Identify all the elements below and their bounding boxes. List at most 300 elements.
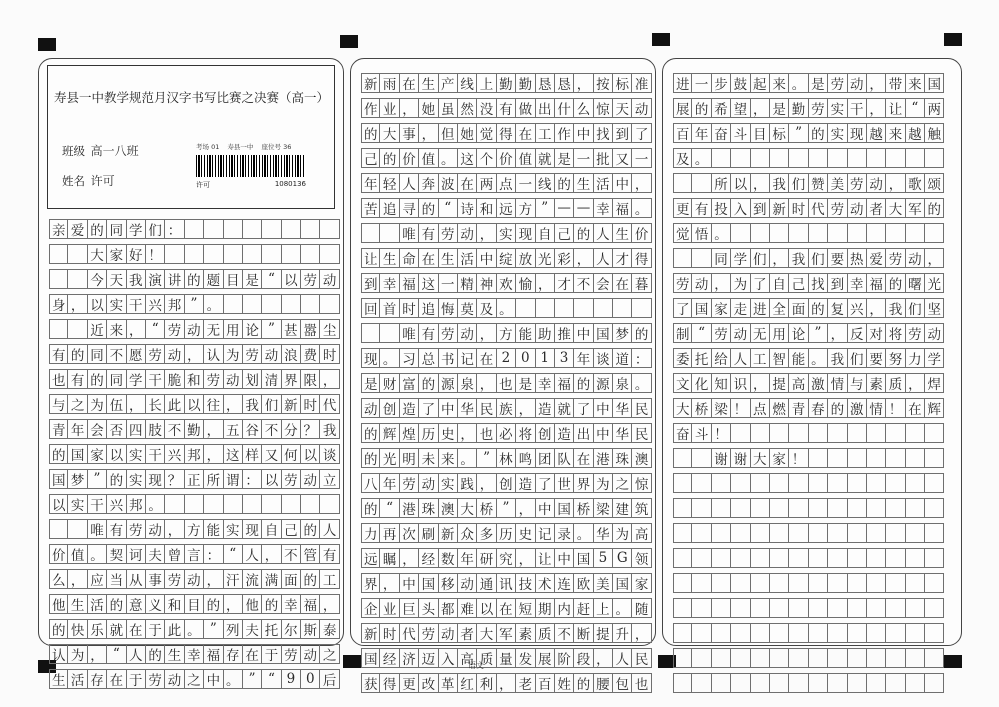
grid-cell [243,494,262,514]
grid-cell: 找 [809,273,828,293]
grid-cell: 此 [165,619,184,639]
grid-cell: 动 [185,569,204,589]
grid-cell: 同 [88,344,107,364]
grid-cell: ， [536,273,555,293]
grid-cell [770,573,789,593]
grid-cell: 自 [262,519,281,539]
registration-mark-bottom-right [944,655,962,668]
grid-cell: 国 [68,444,87,464]
grid-cell: 劳 [439,323,458,343]
grid-cell: ， [320,594,339,614]
grid-cell: 之 [320,644,339,664]
grid-cell: 源 [594,373,613,393]
grid-cell [613,298,632,318]
grid-cell [282,494,301,514]
grid-cell: 民 [632,398,651,418]
grid-cell: 军 [906,198,925,218]
grid-cell: 中 [574,123,593,143]
grid-cell: 干 [146,444,165,464]
grid-cell: 。 [692,148,711,168]
grid-cell [574,298,593,318]
grid-cell: 之 [613,473,632,493]
grid-cell [828,498,847,518]
grid-row [361,198,652,218]
grid-cell [673,573,692,593]
grid-cell: 什 [555,98,574,118]
grid-row [673,173,944,193]
grid-cell [906,598,925,618]
grid-cell: 爱 [68,219,87,239]
grid-cell [925,623,944,643]
grid-cell: 造 [555,423,574,443]
grid-cell: 通 [477,573,496,593]
grid-row [673,248,944,268]
grid-cell: 惊 [594,98,613,118]
grid-cell: 福 [301,594,320,614]
grid-cell: 唯 [400,323,419,343]
grid-cell: 生 [165,644,184,664]
grid-row [49,494,340,514]
grid-cell [282,294,301,314]
grid-cell: 更 [400,673,419,693]
grid-cell: 流 [243,569,262,589]
grid-cell [828,598,847,618]
grid-cell: ” [88,469,107,489]
grid-cell: 首 [380,298,399,318]
grid-cell: 远 [497,198,516,218]
grid-cell: 的 [88,219,107,239]
grid-cell: 汗 [224,569,243,589]
grid-cell: 实 [828,123,847,143]
grid-cell: 大 [886,198,905,218]
grid-cell: 是 [555,148,574,168]
grid-cell: 来 [107,319,126,339]
grid-cell: 革 [439,673,458,693]
grid-cell: 。 [146,494,165,514]
grid-cell: 来 [906,73,925,93]
grid-cell: 高 [632,523,651,543]
grid-cell: 力 [361,523,380,543]
grid-cell: 从 [127,569,146,589]
grid-cell: 及 [673,148,692,168]
grid-cell: 的 [380,148,399,168]
grid-cell: 生 [68,594,87,614]
grid-cell: 绽 [497,248,516,268]
grid-cell [731,648,750,668]
grid-cell: 梁 [712,398,731,418]
grid-cell: 来 [770,73,789,93]
grid-cell: ， [204,419,223,439]
grid-cell: 再 [380,523,399,543]
grid-cell [906,473,925,493]
grid-cell [731,148,750,168]
grid-cell: 步 [712,73,731,93]
grid-cell: 将 [516,423,535,443]
grid-cell: 样 [243,444,262,464]
grid-cell: 发 [516,648,535,668]
grid-cell: 八 [361,473,380,493]
grid-cell: 找 [594,123,613,143]
grid-cell: 时 [301,394,320,414]
grid-cell: 技 [516,573,535,593]
grid-cell: 珠 [613,448,632,468]
grid-cell: 大 [88,244,107,264]
grid-cell [320,244,339,264]
grid-cell: 线 [536,173,555,193]
grid-cell [848,623,867,643]
grid-cell: 国 [692,298,711,318]
grid-cell: 干 [127,294,146,314]
grid-cell: 史 [439,423,458,443]
grid-cell [886,423,905,443]
grid-cell: 动 [632,98,651,118]
grid-cell: 价 [49,544,68,564]
grid-cell: 阶 [555,648,574,668]
grid-cell: 质 [477,648,496,668]
grid-cell: 方 [185,519,204,539]
grid-cell [828,623,847,643]
grid-cell: 好 [127,244,146,264]
grid-cell: 们 [848,348,867,368]
grid-cell: 就 [555,398,574,418]
grid-cell: 在 [497,598,516,618]
grid-cell [380,323,399,343]
grid-cell: 以 [49,494,68,514]
grid-cell [301,244,320,264]
grid-cell: 与 [49,394,68,414]
grid-cell [731,548,750,568]
grid-cell: 。 [204,294,223,314]
grid-cell: 活 [88,594,107,614]
grid-cell [867,498,886,518]
grid-cell: ， [68,294,87,314]
grid-cell: 所 [712,173,731,193]
grid-cell [262,294,281,314]
grid-cell: 0 [516,348,535,368]
grid-cell [925,223,944,243]
grid-cell: 文 [673,373,692,393]
grid-cell: 能 [789,348,808,368]
grid-cell: 价 [497,148,516,168]
grid-cell [49,519,68,539]
grid-cell: 恳 [536,73,555,93]
grid-cell [692,598,711,618]
grid-cell: 团 [536,448,555,468]
grid-cell [906,423,925,443]
grid-cell: 界 [574,473,593,493]
grid-cell: 费 [301,344,320,364]
grid-cell: 恳 [555,73,574,93]
grid-row [361,248,652,268]
grid-cell: ， [185,344,204,364]
grid-cell [692,473,711,493]
grid-cell: ， [632,173,651,193]
grid-cell: 劳 [146,669,165,689]
grid-cell [49,244,68,264]
grid-cell: 越 [906,123,925,143]
grid-cell: 以 [477,598,496,618]
grid-cell: 反 [848,323,867,343]
grid-cell: 以 [262,469,281,489]
grid-cell: 0 [301,669,320,689]
grid-cell: 夫 [146,544,165,564]
grid-cell: 之 [68,394,87,414]
grid-cell [848,448,867,468]
grid-cell [867,623,886,643]
grid-cell: 的 [692,98,711,118]
grid-cell: 队 [555,448,574,468]
grid-cell: 用 [770,323,789,343]
grid-cell: 腰 [594,673,613,693]
grid-cell [809,598,828,618]
grid-cell: 劳 [301,269,320,289]
grid-cell: 们 [146,219,165,239]
grid-row [673,123,944,143]
grid-cell: 劳 [419,623,438,643]
grid-cell: 的 [68,344,87,364]
grid-cell: 寻 [400,198,419,218]
grid-cell: 中 [574,323,593,343]
grid-cell [906,498,925,518]
grid-cell: 的 [49,444,68,464]
grid-cell [906,673,925,693]
grid-cell: 动 [301,644,320,664]
grid-cell: 家 [107,244,126,264]
grid-cell: ， [712,273,731,293]
grid-cell: 入 [439,648,458,668]
grid-cell: ， [224,594,243,614]
grid-cell: 是 [361,373,380,393]
grid-cell [848,648,867,668]
grid-cell: 坚 [925,298,944,318]
barcode-student-id: 1080136 [274,180,306,188]
grid-cell [49,269,68,289]
grid-cell: 源 [439,373,458,393]
grid-cell: 劳 [673,273,692,293]
grid-cell [867,523,886,543]
grid-cell: 新 [770,198,789,218]
grid-cell: 。 [789,73,808,93]
grid-cell: ， [477,323,496,343]
grid-cell: 身 [49,294,68,314]
grid-cell: ？ [165,469,184,489]
grid-cell: 在 [906,398,925,418]
grid-cell [848,223,867,243]
grid-cell: 国 [555,498,574,518]
barcode-meta [196,142,306,151]
grid-cell: 谓 [224,469,243,489]
grid-cell: 么 [574,98,593,118]
grid-cell: 包 [613,673,632,693]
grid-cell: 华 [594,523,613,543]
grid-cell: 触 [925,123,944,143]
grid-cell: 移 [439,573,458,593]
grid-cell [712,673,731,693]
grid-cell: 断 [574,623,593,643]
grid-cell: ” [243,669,262,689]
grid-cell [886,573,905,593]
grid-cell [673,623,692,643]
grid-cell: 人 [594,248,613,268]
grid-cell [925,523,944,543]
grid-row [673,73,944,93]
grid-cell: 动 [458,223,477,243]
grid-cell: 一 [574,148,593,168]
grid-cell: 愉 [516,273,535,293]
grid-cell: 划 [243,369,262,389]
grid-cell: 中 [594,423,613,443]
grid-cell: 制 [673,323,692,343]
grid-cell: 都 [439,598,458,618]
grid-cell [867,223,886,243]
grid-cell: 助 [536,323,555,343]
grid-cell: 必 [497,423,516,443]
grid-cell: 们 [809,248,828,268]
grid-cell: 批 [594,148,613,168]
grid-cell: 实 [127,469,146,489]
grid-cell [906,223,925,243]
grid-cell: 明 [400,448,419,468]
grid-row [361,223,652,243]
grid-cell: 质 [536,623,555,643]
grid-cell: 近 [88,319,107,339]
grid-cell [867,473,886,493]
grid-cell [673,248,692,268]
grid-cell: 干 [146,369,165,389]
grid-cell: 追 [380,198,399,218]
grid-cell: 力 [906,348,925,368]
grid-cell: 领 [632,548,651,568]
grid-cell: 的 [262,594,281,614]
grid-cell: 复 [828,298,847,318]
grid-row [361,398,652,418]
grid-cell [731,423,750,443]
grid-cell: 家 [88,444,107,464]
grid-cell: 习 [400,348,419,368]
grid-cell: 虽 [439,98,458,118]
grid-row [361,598,652,618]
grid-cell: 托 [262,619,281,639]
grid-cell: 业 [380,598,399,618]
grid-cell: 动 [419,473,438,493]
grid-cell: 否 [107,419,126,439]
grid-cell: 鸣 [516,448,535,468]
grid-cell [809,623,828,643]
grid-row [361,148,652,168]
grid-cell: 生 [574,173,593,193]
grid-cell [68,244,87,264]
grid-cell: 姓 [555,673,574,693]
grid-cell: 不 [165,419,184,439]
grid-row [673,398,944,418]
grid-row [49,394,340,414]
grid-cell: 赶 [574,598,593,618]
grid-cell [712,473,731,493]
grid-cell: 惊 [632,473,651,493]
grid-cell: 劳 [204,369,223,389]
grid-cell: 造 [516,473,535,493]
grid-cell [731,473,750,493]
grid-cell [673,648,692,668]
grid-cell: 也 [497,373,516,393]
grid-cell [361,223,380,243]
grid-cell: 存 [88,669,107,689]
grid-cell: 悟 [692,223,711,243]
grid-cell: 回 [361,298,380,318]
grid-cell: 老 [516,673,535,693]
grid-cell: 和 [185,369,204,389]
grid-cell [204,244,223,264]
grid-cell: 轻 [380,173,399,193]
grid-cell: 也 [632,673,651,693]
grid-cell: 光 [925,273,944,293]
grid-cell: 四 [127,419,146,439]
grid-cell: ， [127,319,146,339]
grid-cell: 是 [770,98,789,118]
grid-cell: 和 [477,198,496,218]
grid-cell [692,173,711,193]
grid-cell: 中 [536,498,555,518]
grid-cell: 梦 [68,469,87,489]
grid-cell [789,223,808,243]
grid-cell [320,294,339,314]
grid-cell: 美 [594,573,613,593]
grid-cell: 现 [361,348,380,368]
grid-cell: 刷 [419,523,438,543]
grid-cell: 邦 [185,444,204,464]
grid-cell [262,244,281,264]
grid-cell: 史 [516,523,535,543]
grid-cell [848,598,867,618]
grid-cell: 的 [204,594,223,614]
grid-cell [751,648,770,668]
grid-cell [692,523,711,543]
grid-cell [770,673,789,693]
grid-cell: 的 [574,673,593,693]
grid-cell: ， [477,473,496,493]
grid-cell: 幸 [282,594,301,614]
grid-cell: 国 [613,573,632,593]
grid-cell: 国 [49,469,68,489]
grid-cell: 总 [419,348,438,368]
grid-cell: 兴 [107,494,126,514]
grid-cell: 亲 [49,219,68,239]
grid-row [361,98,652,118]
grid-cell: 大 [458,498,477,518]
grid-cell: 历 [419,423,438,443]
grid-cell: 做 [516,98,535,118]
grid-cell: 动 [848,198,867,218]
grid-cell: 入 [731,198,750,218]
grid-cell: 劳 [906,323,925,343]
grid-cell [770,648,789,668]
grid-cell [751,523,770,543]
grid-cell: 投 [712,198,731,218]
grid-cell: 立 [320,469,339,489]
grid-cell: 生 [49,669,68,689]
grid-cell: 一 [632,148,651,168]
grid-cell: 劳 [712,323,731,343]
grid-row [49,244,340,264]
grid-cell: 不 [555,623,574,643]
grid-cell: 世 [555,473,574,493]
grid-cell: 我 [127,269,146,289]
grid-cell: 往 [204,394,223,414]
grid-cell: 劳 [165,319,184,339]
grid-cell: 书 [439,348,458,368]
grid-cell: 学 [925,348,944,368]
grid-cell [828,523,847,543]
